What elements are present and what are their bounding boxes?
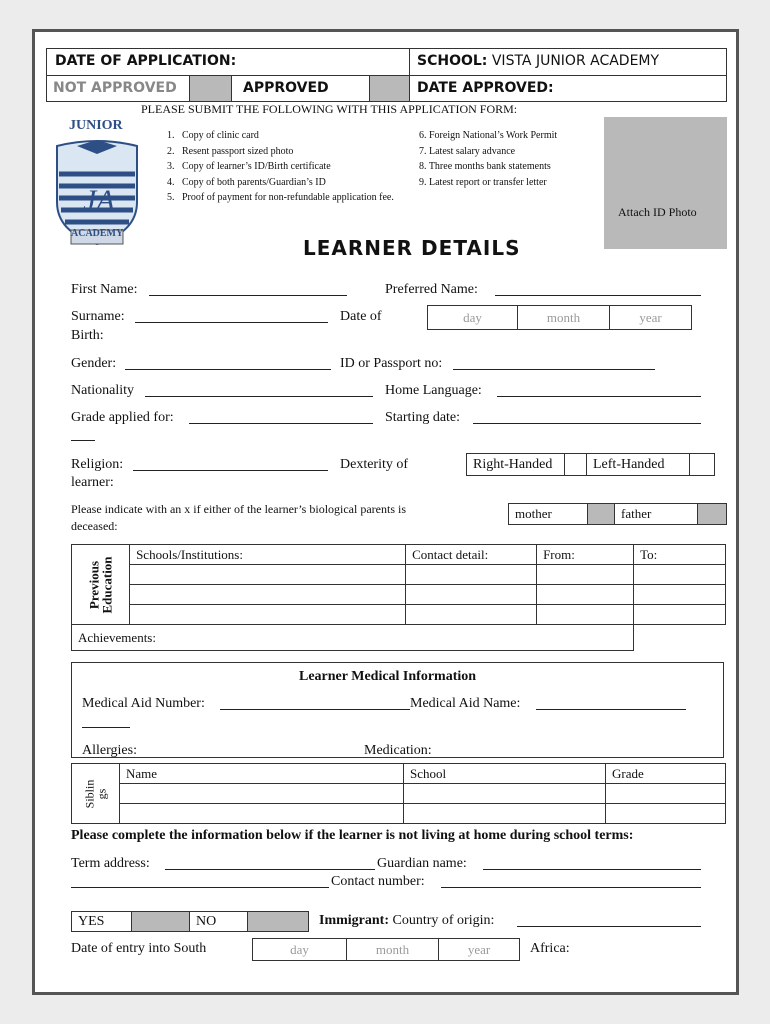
starting-date-label: Starting date: <box>385 410 461 425</box>
yes-no-options <box>71 911 309 932</box>
table-header: Grade <box>606 764 726 784</box>
religion-label: Religion: <box>71 457 124 472</box>
preferred-name-input[interactable] <box>495 295 701 296</box>
list-item: 9. Latest report or transfer letter <box>419 176 547 188</box>
home-language-label: Home Language: <box>385 383 482 398</box>
medication-label: Medication: <box>364 743 432 758</box>
table-cell[interactable] <box>634 585 726 605</box>
previous-education-side-label <box>72 545 130 625</box>
table-row <box>72 565 726 585</box>
table-row <box>72 585 726 605</box>
birth-year-field[interactable]: year <box>610 306 692 330</box>
medical-aid-number-input[interactable] <box>220 709 410 710</box>
table-row <box>72 764 726 784</box>
id-passport-label: ID or Passport no: <box>340 356 443 371</box>
birth-date-input[interactable] <box>427 305 692 330</box>
left-handed-checkbox[interactable] <box>690 454 715 476</box>
grade-applied-label: Grade applied for: <box>71 410 174 425</box>
table-cell[interactable] <box>406 585 537 605</box>
table-cell[interactable] <box>406 565 537 585</box>
table-cell[interactable] <box>404 804 606 824</box>
side-label-line: gs <box>94 788 109 799</box>
term-address-label: Term address: <box>71 856 150 871</box>
table-header: Name <box>120 764 404 784</box>
side-label-line: Previous <box>86 560 102 609</box>
nationality-input[interactable] <box>145 396 373 397</box>
term-info-heading: Please complete the information below if the learner is not living at home during school terms: <box>71 828 634 843</box>
left-handed-option: Left-Handed <box>587 454 690 476</box>
first-name-input[interactable] <box>149 295 347 296</box>
list-item: 6. Foreign National’s Work Permit <box>419 130 558 141</box>
learner-dexterity-label: learner: <box>71 475 114 490</box>
list-item: 7. Latest salary advance <box>419 145 516 157</box>
deceased-instruction-continued: deceased: <box>71 519 118 533</box>
first-name-label: First Name: <box>71 282 138 297</box>
no-option: NO <box>190 912 248 932</box>
medical-aid-number-input-continued[interactable] <box>82 727 130 728</box>
mother-checkbox[interactable] <box>588 504 615 525</box>
table-cell[interactable] <box>537 585 634 605</box>
yes-option: YES <box>72 912 132 932</box>
religion-input[interactable] <box>133 470 328 471</box>
surname-label: Surname: <box>71 309 125 324</box>
table-cell[interactable] <box>120 804 404 824</box>
requirements-list-right <box>419 128 557 190</box>
approved-label: APPROVED <box>243 80 329 96</box>
guardian-name-input[interactable] <box>483 869 701 870</box>
father-option: father <box>615 504 698 525</box>
achievements-cell[interactable]: Achievements: <box>72 625 634 651</box>
instructions-title: PLEASE SUBMIT THE FOLLOWING WITH THIS APPLICATION FORM: <box>141 102 518 116</box>
list-item: 1. Copy of clinic card <box>167 130 259 141</box>
term-address-input-continued[interactable] <box>71 887 329 888</box>
siblings-table <box>71 763 726 824</box>
siblings-side-label <box>72 764 120 824</box>
nationality-label: Nationality <box>71 383 134 398</box>
table-row <box>72 625 726 651</box>
side-label-line: Education <box>99 555 115 614</box>
table-cell[interactable] <box>634 605 726 625</box>
birth-month-field[interactable]: month <box>518 306 610 330</box>
starting-date-input[interactable] <box>473 423 701 424</box>
country-of-origin-input[interactable] <box>517 926 701 927</box>
contact-number-input[interactable] <box>441 887 701 888</box>
table-header: School <box>404 764 606 784</box>
table-cell[interactable] <box>634 565 726 585</box>
table-row <box>72 784 726 804</box>
medical-info-title: Learner Medical Information <box>299 669 477 684</box>
preferred-name-label: Preferred Name: <box>385 282 478 297</box>
dexterity-options <box>466 453 715 476</box>
logo-top-text: JUNIOR <box>69 118 123 133</box>
not-approved-label: NOT APPROVED <box>53 80 177 96</box>
gender-input[interactable] <box>125 369 331 370</box>
application-form-page <box>32 29 739 995</box>
table-cell[interactable] <box>606 784 726 804</box>
list-item: 2. Resent passport sized photo <box>167 145 294 157</box>
immigrant-field <box>319 913 494 929</box>
id-photo-box[interactable] <box>604 117 727 249</box>
yes-checkbox[interactable] <box>132 912 190 932</box>
deceased-parent-options <box>508 503 727 525</box>
term-address-input[interactable] <box>165 869 375 870</box>
medical-aid-name-label: Medical Aid Name: <box>410 696 521 711</box>
table-header: From: <box>537 545 634 565</box>
allergies-label: Allergies: <box>82 743 137 758</box>
header-box <box>46 48 727 102</box>
contact-number-label: Contact number: <box>331 874 425 889</box>
right-handed-option: Right-Handed <box>467 454 565 476</box>
list-item: 4. Copy of both parents/Guardian’s ID <box>167 176 326 188</box>
right-handed-checkbox[interactable] <box>565 454 587 476</box>
country-of-origin-label: Country of origin: <box>392 913 495 928</box>
table-cell[interactable] <box>130 605 406 625</box>
grade-applied-input-continued[interactable] <box>71 440 95 441</box>
table-row <box>72 545 726 565</box>
requirements-list-left <box>167 128 394 206</box>
table-cell[interactable] <box>606 804 726 824</box>
list-item: 3. Copy of learner’s ID/Birth certificate <box>167 161 331 172</box>
logo-monogram: JA <box>83 184 115 217</box>
date-of-application-label: DATE OF APPLICATION: <box>55 53 237 69</box>
list-item: 5. Proof of payment for non-refundable application fee. <box>167 192 394 203</box>
surname-input[interactable] <box>135 322 328 323</box>
table-row <box>72 804 726 824</box>
gender-label: Gender: <box>71 356 117 371</box>
date-of-label: Date of <box>340 309 382 324</box>
entry-year-field[interactable]: year <box>439 939 520 961</box>
date-approved-label: DATE APPROVED: <box>417 80 554 96</box>
school-name: VISTA JUNIOR ACADEMY <box>491 53 660 69</box>
immigrant-label: Immigrant: <box>319 913 389 928</box>
table-cell[interactable] <box>130 565 406 585</box>
guardian-name-label: Guardian name: <box>377 856 467 871</box>
table-cell[interactable] <box>406 605 537 625</box>
approved-checkbox[interactable] <box>370 76 409 101</box>
not-approved-checkbox[interactable] <box>190 76 231 101</box>
date-of-entry-label: Date of entry into South <box>71 941 207 956</box>
africa-label: Africa: <box>530 941 570 956</box>
attach-id-photo-label: Attach ID Photo <box>618 205 697 219</box>
birth-day-field[interactable]: day <box>428 306 518 330</box>
entry-month-field[interactable]: month <box>347 939 439 961</box>
side-label-line: Siblin <box>82 779 97 808</box>
table-cell[interactable] <box>120 784 404 804</box>
school-label: SCHOOL: <box>417 53 488 69</box>
medical-aid-number-label: Medical Aid Number: <box>82 696 205 711</box>
school-field <box>417 53 659 69</box>
previous-education-table <box>71 544 726 651</box>
home-language-input[interactable] <box>497 396 701 397</box>
list-item: 8. Three months bank statements <box>419 161 551 172</box>
no-checkbox[interactable] <box>248 912 309 932</box>
grade-applied-input[interactable] <box>189 423 373 424</box>
table-cell[interactable] <box>537 605 634 625</box>
entry-day-field[interactable]: day <box>253 939 347 961</box>
mother-option: mother <box>509 504 588 525</box>
birth-label: Birth: <box>71 328 104 343</box>
medical-info-box <box>71 662 724 758</box>
school-logo <box>47 118 147 254</box>
medical-aid-name-input[interactable] <box>536 709 686 710</box>
table-header: Contact detail: <box>406 545 537 565</box>
entry-date-input[interactable] <box>252 938 520 961</box>
table-header: To: <box>634 545 726 565</box>
table-cell[interactable] <box>130 585 406 605</box>
logo-banner-text: ACADEMY <box>71 228 124 239</box>
father-checkbox[interactable] <box>698 504 727 525</box>
dexterity-of-label: Dexterity of <box>340 457 409 472</box>
table-row <box>72 605 726 625</box>
table-header: Schools/Institutions: <box>130 545 406 565</box>
deceased-instruction: Please indicate with an x if either of the learner’s biological parents is <box>71 502 406 516</box>
learner-details-title: LEARNER DETAILS <box>303 236 521 260</box>
table-cell[interactable] <box>537 565 634 585</box>
id-passport-input[interactable] <box>453 369 655 370</box>
table-cell[interactable] <box>404 784 606 804</box>
